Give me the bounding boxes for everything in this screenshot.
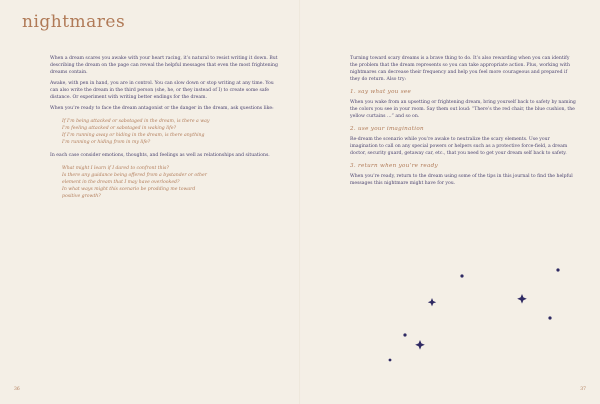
tip-heading-2: 2. use your imagination [350,126,424,132]
page-number-left: 36 [14,387,20,392]
page-gutter [299,0,301,404]
question-list-1 [62,118,278,146]
paragraph: Awake, with pen in hand, you are in control. You can slow down or stop writing at any time. You can also write the dream in the third person (she, he, or they instead of I) to create some safe distance. Or experiment with writing better endings for the dream. [50,81,274,100]
paragraph: Re-dream the scenario while you’re awake to neutralize the scary elements. Use your imagination to call on any special powers or helpers such as a protective force-field, a dream doctor, security guard, getaway car, etc., that you need to get your dream self back to safety. [350,137,568,156]
page-title: nightmares [22,12,126,32]
star-sparkle-icon [415,340,425,350]
star-constellation-icon [380,260,580,370]
question-line: positive growth? [62,194,101,199]
question-list-2 [62,165,278,200]
tip-heading-1: 1. say what you see [350,89,412,95]
star-sparkle-icon [517,294,527,304]
question-line: Is there any guidance being offered from a bystander or other [62,173,207,178]
question-line: element in the dream that I may have overlooked? [62,180,180,185]
tip-heading-3: 3. return when you’re ready [350,163,438,169]
paragraph: When you’re ready, return to the dream using some of the tips in this journal to find the helpful messages this nightmare might have for you. [350,174,573,186]
star-sparkle-icon [428,298,436,306]
question-line: I’m running or hiding from in my life? [62,140,151,145]
paragraph: Turning toward scary dreams is a brave thing to do. It’s also rewarding when you can identify the problem that the dream represents so you can take appropriate action. Plus, working with nightmares can decrease their frequency and help you feel more courageous and prepared if they do return. Also try: [350,56,570,82]
star-dot-icon [556,268,559,271]
question-line: I’m feeling attacked or sabotaged in waking life? [62,126,177,131]
question-line: What might I learn if I dared to confront this? [62,166,169,171]
star-dot-icon [460,274,463,277]
star-dot-icon [389,359,392,362]
paragraph: When you wake from an upsetting or frightening dream, bring yourself back to safety by naming the colors you see in your room. Say them out loud: “There’s the red chair, the blue cushion, the yellow curtains …” and so on. [350,100,576,119]
left-page-text [50,55,278,206]
question-line: If I’m being attacked or sabotaged in the dream, is there a way [62,119,210,124]
right-page-text [350,55,578,191]
paragraph: When a dream scares you awake with your heart racing, it’s natural to resist writing it down. But describing the dream on the page can reveal the helpful messages that even the most frightening dreams contain. [50,56,278,75]
paragraph: In each case consider emotions, thoughts, and feelings as well as relationships and situations. [50,153,270,158]
question-line: In what ways might this scenario be prodding me toward [62,187,196,192]
page-number-right: 37 [580,387,586,392]
star-dot-icon [403,333,406,336]
question-line: If I’m running away or hiding in the dream, is there anything [62,133,205,138]
paragraph: When you’re ready to face the dream antagonist or the danger in the dream, ask questions like: [50,106,274,111]
star-dot-icon [548,316,551,319]
